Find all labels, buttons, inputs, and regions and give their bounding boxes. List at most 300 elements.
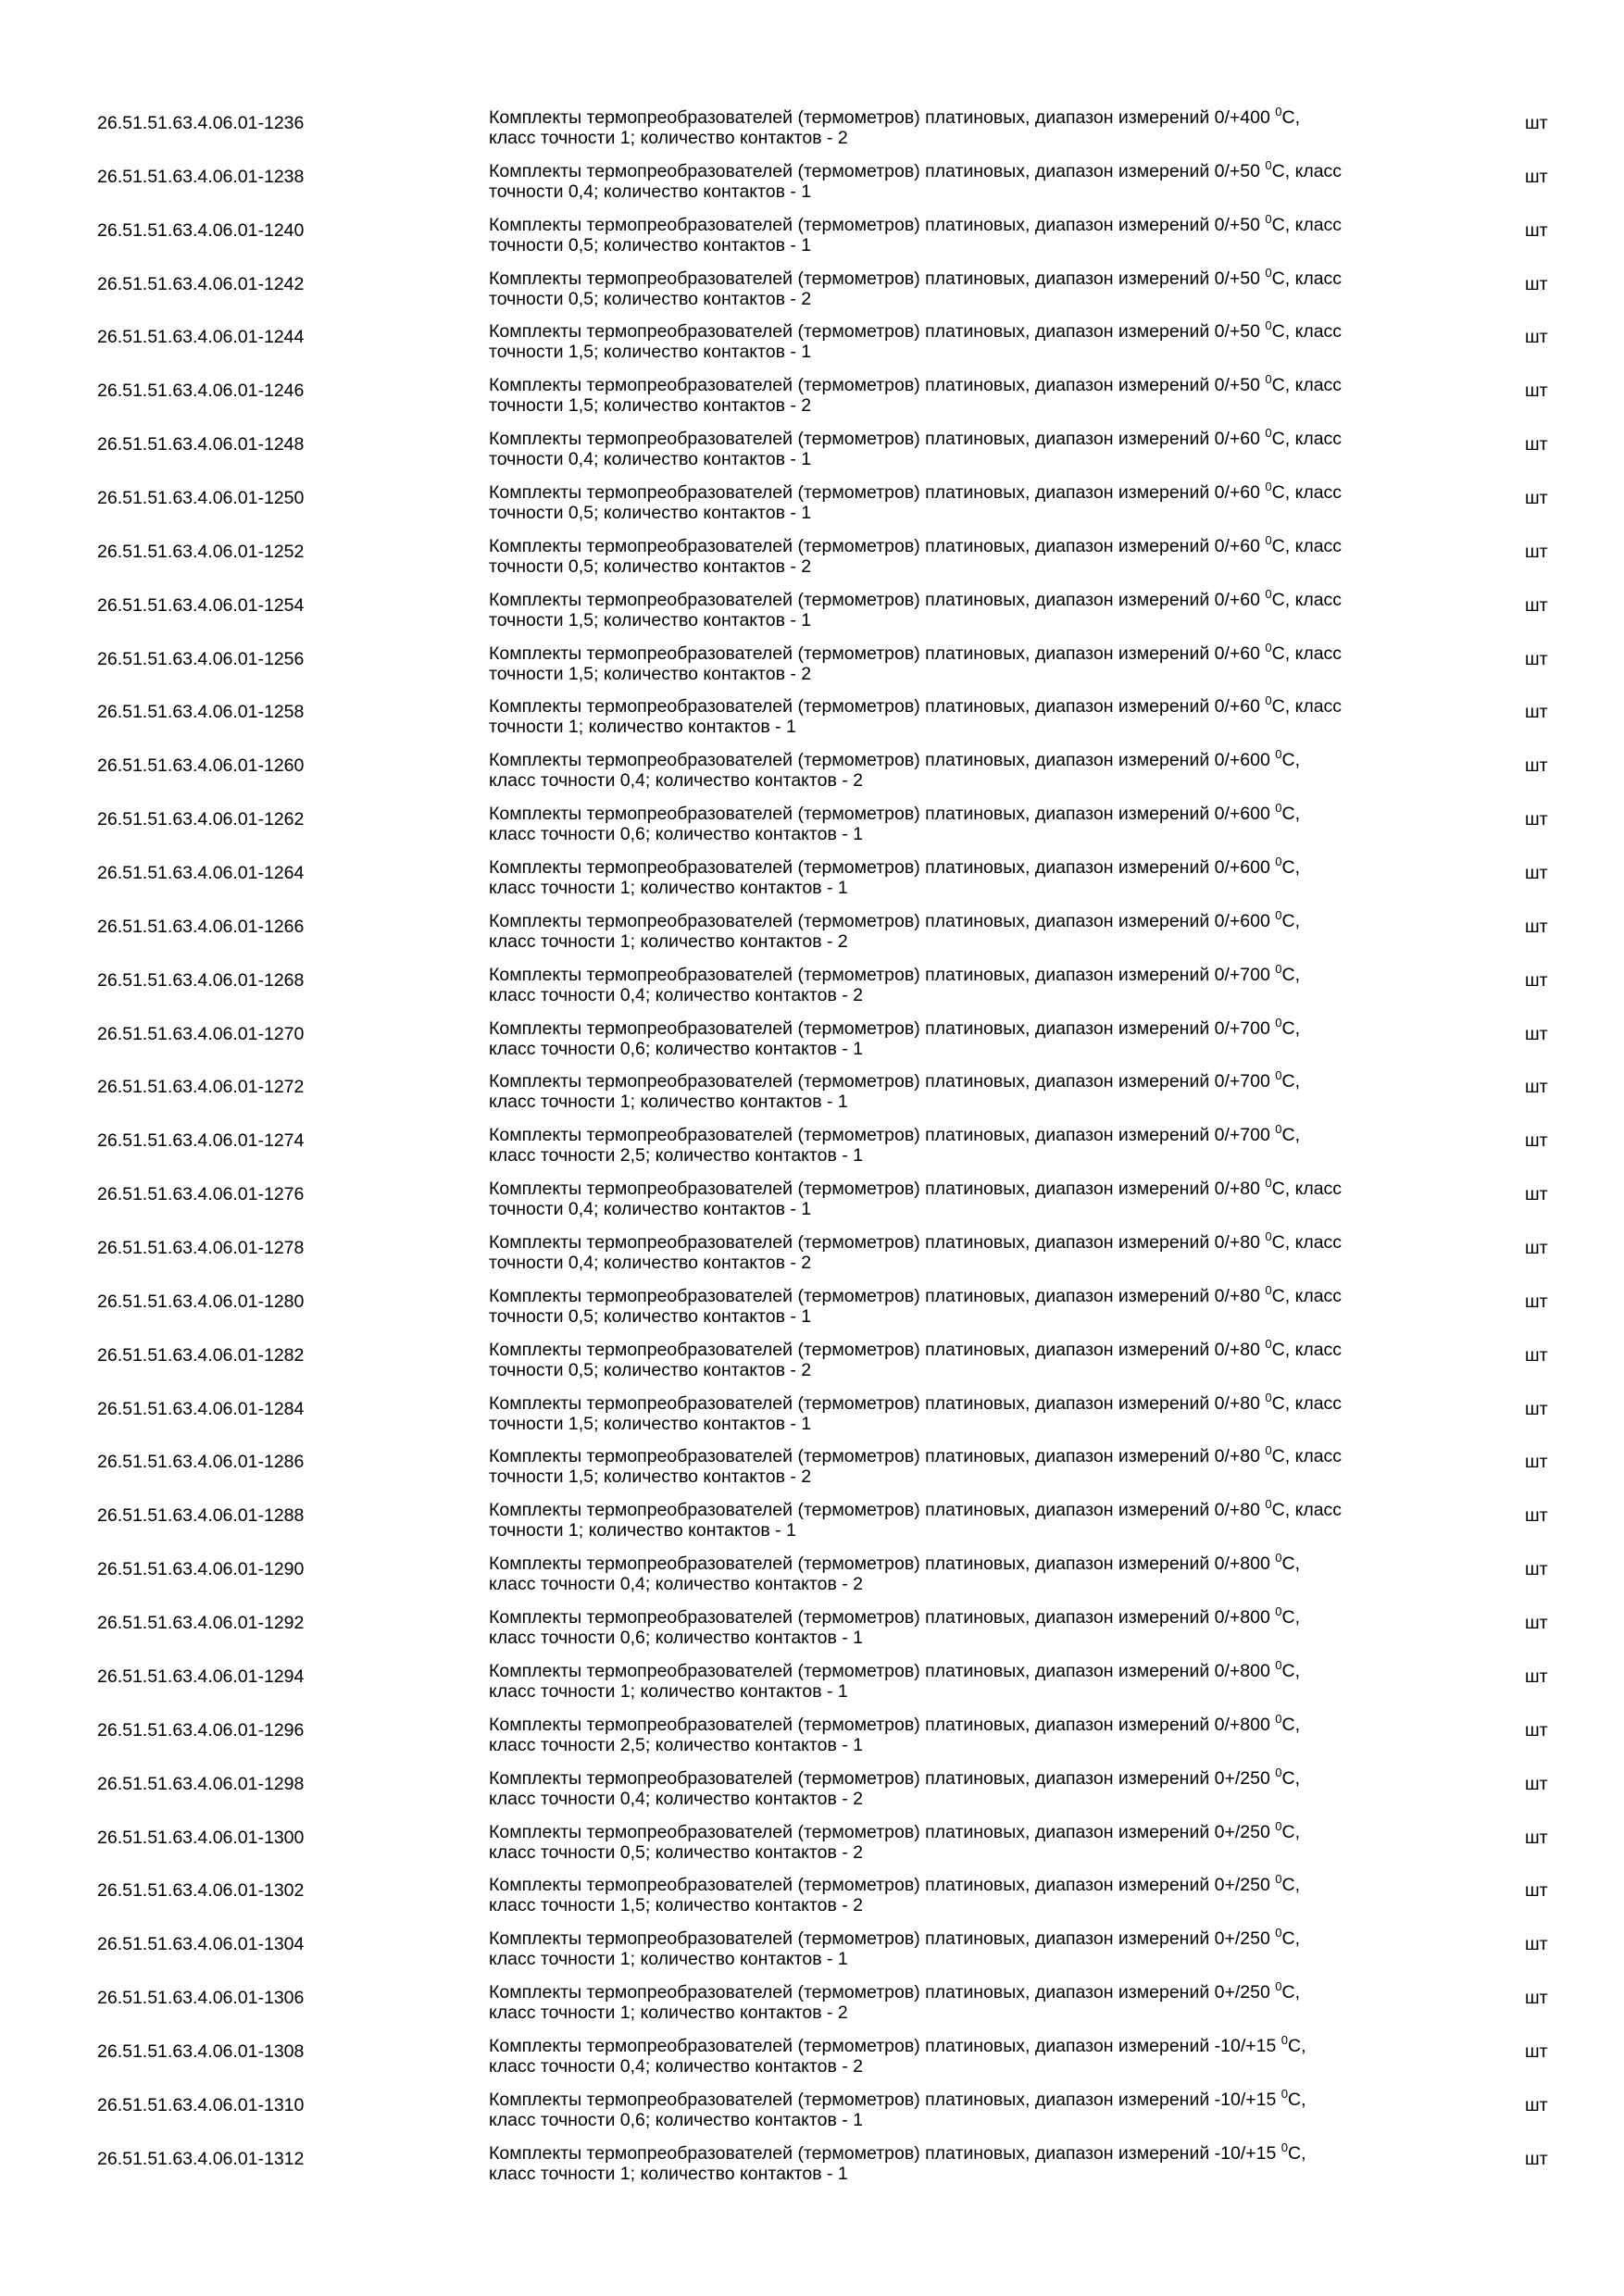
description-text: Комплекты термопреобразователей (термометров) платиновых, диапазон измерений 0+/250 xyxy=(489,1821,1276,1842)
table-row xyxy=(0,846,1624,900)
degree-superscript: 0 xyxy=(1265,1390,1272,1404)
item-description xyxy=(489,1438,1489,1490)
description-unit-text: С, xyxy=(1281,1821,1300,1842)
description-line-2: класс точности 1; количество контактов - 1 xyxy=(489,1680,848,1702)
table-row xyxy=(0,1435,1624,1489)
description-line-1 xyxy=(489,1438,1489,1467)
table-row xyxy=(0,739,1624,792)
item-code: 26.51.51.63.4.06.01-1256 xyxy=(97,648,305,669)
degree-superscript: 0 xyxy=(1265,1282,1272,1297)
item-unit: шт xyxy=(1525,1719,1548,1741)
description-text: Комплекты термопреобразователей (термометров) платиновых, диапазон измерений 0/+60 xyxy=(489,589,1266,610)
item-code: 26.51.51.63.4.06.01-1252 xyxy=(97,541,305,562)
item-unit: шт xyxy=(1525,1505,1548,1527)
table-row xyxy=(0,685,1624,739)
item-description xyxy=(489,420,1489,472)
description-unit-text: С, класс xyxy=(1271,160,1343,181)
description-line-1 xyxy=(489,420,1489,450)
item-code: 26.51.51.63.4.06.01-1286 xyxy=(97,1452,305,1473)
item-description xyxy=(489,1278,1489,1329)
item-unit: шт xyxy=(1525,1398,1548,1419)
table-row xyxy=(0,1167,1624,1221)
description-unit-text: С, xyxy=(1281,1714,1300,1735)
item-description xyxy=(489,1117,1489,1168)
item-code: 26.51.51.63.4.06.01-1244 xyxy=(97,327,305,348)
table-row xyxy=(0,632,1624,686)
item-code: 26.51.51.63.4.06.01-1264 xyxy=(97,863,305,884)
description-line-2: точности 0,5; количество контактов - 1 xyxy=(489,503,812,524)
item-unit: шт xyxy=(1525,1023,1548,1044)
degree-superscript: 0 xyxy=(1265,1176,1272,1191)
item-unit: шт xyxy=(1525,2148,1548,2169)
item-unit: шт xyxy=(1525,1773,1548,1794)
degree-superscript: 0 xyxy=(1275,1765,1282,1779)
description-line-1 xyxy=(489,367,1489,396)
description-text: Комплекты термопреобразователей (термометров) платиновых, диапазон измерений 0/+60 xyxy=(489,482,1266,504)
item-unit: шт xyxy=(1525,809,1548,830)
item-description xyxy=(489,1814,1489,1866)
item-description xyxy=(489,1331,1489,1383)
item-description xyxy=(489,635,1489,687)
item-description xyxy=(489,1866,1489,1918)
degree-superscript: 0 xyxy=(1265,372,1272,387)
description-line-1 xyxy=(489,742,1489,771)
degree-superscript: 0 xyxy=(1275,1872,1282,1887)
degree-superscript: 0 xyxy=(1265,1336,1272,1351)
table-row xyxy=(0,310,1624,364)
item-description xyxy=(489,260,1489,312)
description-unit-text: С, xyxy=(1281,1928,1300,1950)
degree-superscript: 0 xyxy=(1275,1551,1282,1566)
description-unit-text: С, класс xyxy=(1271,321,1343,343)
description-text: Комплекты термопреобразователей (термометров) платиновых, диапазон измерений 0/+80 xyxy=(489,1392,1266,1414)
table-row xyxy=(0,525,1624,579)
description-text: Комплекты термопреобразователей (термометров) платиновых, диапазон измерений 0/+60 xyxy=(489,643,1266,664)
description-line-1 xyxy=(489,1278,1489,1304)
item-unit: шт xyxy=(1525,1613,1548,1634)
degree-superscript: 0 xyxy=(1265,640,1272,655)
item-code: 26.51.51.63.4.06.01-1262 xyxy=(97,809,305,830)
item-description xyxy=(489,581,1489,633)
item-unit: шт xyxy=(1525,1452,1548,1473)
item-unit: шт xyxy=(1525,1559,1548,1580)
item-unit: шт xyxy=(1525,594,1548,616)
description-unit-text: С, xyxy=(1281,964,1300,985)
item-description xyxy=(489,2028,1489,2079)
degree-superscript: 0 xyxy=(1275,855,1282,869)
description-unit-text: С, xyxy=(1281,1660,1300,1681)
table-row xyxy=(0,364,1624,418)
item-unit: шт xyxy=(1525,648,1548,669)
description-line-1 xyxy=(489,1491,1489,1521)
description-text: Комплекты термопреобразователей (термометров) платиновых, диапазон измерений 0/+600 xyxy=(489,750,1276,771)
item-unit: шт xyxy=(1525,1827,1548,1848)
description-unit-text: С, xyxy=(1288,2142,1306,2164)
description-line-1 xyxy=(489,206,1489,235)
description-unit-text: С, класс xyxy=(1271,1392,1343,1414)
table-row xyxy=(0,96,1624,150)
degree-superscript: 0 xyxy=(1275,1818,1282,1833)
item-code: 26.51.51.63.4.06.01-1278 xyxy=(97,1238,305,1259)
degree-superscript: 0 xyxy=(1275,1068,1282,1083)
table-row xyxy=(0,900,1624,954)
description-unit-text: С, класс xyxy=(1271,1339,1343,1360)
degree-superscript: 0 xyxy=(1275,1711,1282,1726)
description-line-2: класс точности 1; количество контактов - 1 xyxy=(489,1092,848,1113)
description-unit-text: С, xyxy=(1281,750,1300,771)
degree-superscript: 0 xyxy=(1275,105,1282,119)
item-unit: шт xyxy=(1525,488,1548,509)
table-row xyxy=(0,1757,1624,1811)
description-text: Комплекты термопреобразователей (термометров) платиновых, диапазон измерений -10/+15 xyxy=(489,2035,1281,2056)
table-row xyxy=(0,1596,1624,1650)
description-line-1 xyxy=(489,635,1489,664)
description-unit-text: С, класс xyxy=(1271,643,1343,664)
item-description xyxy=(489,688,1489,740)
table-row xyxy=(0,579,1624,632)
description-line-1 xyxy=(489,153,1489,179)
description-line-2: класс точности 0,6; количество контактов - 1 xyxy=(489,824,864,845)
table-row xyxy=(0,2132,1624,2186)
description-unit-text: С, xyxy=(1281,804,1300,825)
description-unit-text: С, класс xyxy=(1271,1500,1343,1521)
description-line-2: класс точности 1,5; количество контактов - 2 xyxy=(489,1895,864,1916)
item-description xyxy=(489,849,1489,901)
description-text: Комплекты термопреобразователей (термометров) платиновых, диапазон измерений 0/+800 xyxy=(489,1714,1276,1735)
description-line-2: класс точности 0,6; количество контактов - 1 xyxy=(489,1628,864,1649)
description-line-1 xyxy=(489,1814,1489,1840)
description-line-2: точности 0,4; количество контактов - 1 xyxy=(489,449,812,470)
item-code: 26.51.51.63.4.06.01-1260 xyxy=(97,755,305,777)
table-row xyxy=(0,1060,1624,1114)
description-line-1 xyxy=(489,99,1489,128)
description-unit-text: С, xyxy=(1281,1982,1300,2003)
item-unit: шт xyxy=(1525,434,1548,455)
item-description xyxy=(489,1224,1489,1276)
description-line-2: точности 1,5; количество контактов - 2 xyxy=(489,663,812,684)
item-description xyxy=(489,2081,1489,2133)
description-unit-text: С, xyxy=(1281,1017,1300,1039)
description-line-1 xyxy=(489,849,1489,879)
description-unit-text: С, xyxy=(1281,1767,1300,1789)
description-unit-text: С, класс xyxy=(1271,696,1343,718)
description-line-1 xyxy=(489,1599,1489,1628)
degree-superscript: 0 xyxy=(1275,1926,1282,1940)
degree-superscript: 0 xyxy=(1265,211,1272,226)
item-code: 26.51.51.63.4.06.01-1282 xyxy=(97,1344,305,1366)
description-line-1 xyxy=(489,1866,1489,1896)
description-unit-text: С, класс xyxy=(1271,1285,1343,1306)
description-text: Комплекты термопреобразователей (термометров) платиновых, диапазон измерений 0/+50 xyxy=(489,321,1266,343)
degree-superscript: 0 xyxy=(1265,1497,1272,1512)
degree-superscript: 0 xyxy=(1275,907,1282,922)
item-code: 26.51.51.63.4.06.01-1238 xyxy=(97,166,305,187)
description-line-2: класс точности 1; количество контактов - 2 xyxy=(489,930,848,952)
description-line-1 xyxy=(489,1545,1489,1575)
item-unit: шт xyxy=(1525,1666,1548,1687)
description-unit-text: С, класс xyxy=(1271,214,1343,235)
description-line-1 xyxy=(489,1385,1489,1414)
item-code: 26.51.51.63.4.06.01-1246 xyxy=(97,381,305,402)
description-line-1 xyxy=(489,1706,1489,1735)
description-line-1 xyxy=(489,260,1489,289)
description-line-2: точности 0,5; количество контактов - 1 xyxy=(489,234,812,256)
description-text: Комплекты термопреобразователей (термометров) платиновых, диапазон измерений 0+/250 xyxy=(489,1982,1276,2003)
item-code: 26.51.51.63.4.06.01-1288 xyxy=(97,1505,305,1527)
item-unit: шт xyxy=(1525,1934,1548,1955)
item-unit: шт xyxy=(1525,113,1548,133)
item-code: 26.51.51.63.4.06.01-1272 xyxy=(97,1077,305,1098)
description-line-2: класс точности 1; количество контактов - 1 xyxy=(489,2163,848,2184)
description-line-2: класс точности 1; количество контактов - 1 xyxy=(489,1949,848,1970)
table-row xyxy=(0,2025,1624,2078)
item-unit: шт xyxy=(1525,916,1548,937)
description-line-1 xyxy=(489,903,1489,929)
description-unit-text: С, класс xyxy=(1271,429,1343,450)
table-row xyxy=(0,1221,1624,1275)
description-text: Комплекты термопреобразователей (термометров) платиновых, диапазон измерений 0/+400 xyxy=(489,107,1276,128)
item-description xyxy=(489,1063,1489,1115)
description-line-2: класс точности 0,4; количество контактов - 2 xyxy=(489,1574,864,1595)
description-text: Комплекты термопреобразователей (термометров) платиновых, диапазон измерений 0/+50 xyxy=(489,160,1266,181)
description-line-1 xyxy=(489,1170,1489,1200)
description-line-2: точности 0,5; количество контактов - 2 xyxy=(489,1359,812,1380)
degree-superscript: 0 xyxy=(1280,2086,1288,2101)
item-code: 26.51.51.63.4.06.01-1300 xyxy=(97,1827,305,1848)
item-code: 26.51.51.63.4.06.01-1254 xyxy=(97,594,305,616)
degree-superscript: 0 xyxy=(1275,961,1282,976)
item-description xyxy=(489,1599,1489,1651)
description-text: Комплекты термопреобразователей (термометров) платиновых, диапазон измерений 0/+700 xyxy=(489,964,1276,985)
item-code: 26.51.51.63.4.06.01-1280 xyxy=(97,1291,305,1312)
description-line-1 xyxy=(489,1010,1489,1039)
item-code: 26.51.51.63.4.06.01-1308 xyxy=(97,2040,305,2062)
description-line-2: класс точности 0,4; количество контактов - 2 xyxy=(489,1788,864,1809)
item-unit: шт xyxy=(1525,273,1548,294)
table-row xyxy=(0,1007,1624,1061)
description-text: Комплекты термопреобразователей (термометров) платиновых, диапазон измерений 0/+600 xyxy=(489,910,1276,931)
item-code: 26.51.51.63.4.06.01-1284 xyxy=(97,1398,305,1419)
description-line-2: класс точности 0,4; количество контактов - 2 xyxy=(489,770,864,792)
table-row xyxy=(0,792,1624,846)
item-description xyxy=(489,1491,1489,1543)
table-row xyxy=(0,1329,1624,1382)
description-line-2: класс точности 2,5; количество контактов - 1 xyxy=(489,1734,864,1755)
item-description xyxy=(489,528,1489,580)
description-line-1 xyxy=(489,688,1489,718)
item-unit: шт xyxy=(1525,755,1548,777)
item-unit: шт xyxy=(1525,1988,1548,2009)
description-text: Комплекты термопреобразователей (термометров) платиновых, диапазон измерений 0/+50 xyxy=(489,214,1266,235)
item-code: 26.51.51.63.4.06.01-1310 xyxy=(97,2094,305,2115)
item-description xyxy=(489,1706,1489,1758)
description-line-2: точности 0,4; количество контактов - 1 xyxy=(489,181,812,202)
item-unit: шт xyxy=(1525,1130,1548,1152)
item-description xyxy=(489,474,1489,526)
description-text: Комплекты термопреобразователей (термометров) платиновых, диапазон измерений 0/+80 xyxy=(489,1446,1266,1467)
degree-superscript: 0 xyxy=(1275,801,1282,816)
description-unit-text: С, xyxy=(1281,1607,1300,1628)
degree-superscript: 0 xyxy=(1265,1443,1272,1458)
description-text: Комплекты термопреобразователей (термометров) платиновых, диапазон измерений 0+/250 xyxy=(489,1767,1276,1789)
item-unit: шт xyxy=(1525,166,1548,187)
description-line-2: класс точности 0,5; количество контактов - 2 xyxy=(489,1841,864,1863)
description-line-2: точности 1; количество контактов - 1 xyxy=(489,1520,796,1541)
degree-superscript: 0 xyxy=(1265,532,1272,547)
table-row xyxy=(0,1489,1624,1542)
item-code: 26.51.51.63.4.06.01-1276 xyxy=(97,1184,305,1205)
item-code: 26.51.51.63.4.06.01-1292 xyxy=(97,1613,305,1634)
table-row xyxy=(0,471,1624,525)
description-line-2: точности 0,5; количество контактов - 2 xyxy=(489,555,812,577)
table-row xyxy=(0,1275,1624,1329)
description-line-2: класс точности 1; количество контактов - 2 xyxy=(489,128,848,148)
table-row xyxy=(0,1971,1624,2025)
description-unit-text: С, xyxy=(1281,1125,1300,1146)
description-text: Комплекты термопреобразователей (термометров) платиновых, диапазон измерений 0/+800 xyxy=(489,1554,1276,1575)
item-description xyxy=(489,903,1489,955)
item-unit: шт xyxy=(1525,969,1548,991)
item-unit: шт xyxy=(1525,1238,1548,1259)
degree-superscript: 0 xyxy=(1265,265,1272,280)
table-row xyxy=(0,954,1624,1007)
table-row xyxy=(0,2078,1624,2132)
degree-superscript: 0 xyxy=(1275,1015,1282,1029)
description-unit-text: С, xyxy=(1288,2089,1306,2110)
description-unit-text: С, класс xyxy=(1271,1179,1343,1200)
item-code: 26.51.51.63.4.06.01-1274 xyxy=(97,1130,305,1152)
description-text: Комплекты термопреобразователей (термометров) платиновых, диапазон измерений 0+/250 xyxy=(489,1928,1276,1950)
description-unit-text: С, xyxy=(1281,910,1300,931)
description-unit-text: С, xyxy=(1281,1071,1300,1092)
description-line-2: класс точности 0,6; количество контактов - 1 xyxy=(489,1038,864,1059)
item-description xyxy=(489,1974,1489,2026)
description-text: Комплекты термопреобразователей (термометров) платиновых, диапазон измерений 0/+700 xyxy=(489,1017,1276,1039)
description-line-2: класс точности 1; количество контактов - 2 xyxy=(489,2003,848,2024)
description-unit-text: С, класс xyxy=(1271,535,1343,556)
degree-superscript: 0 xyxy=(1280,2032,1288,2047)
item-description xyxy=(489,206,1489,258)
description-line-2: точности 0,4; количество контактов - 2 xyxy=(489,1253,812,1274)
item-description xyxy=(489,956,1489,1008)
description-unit-text: С, класс xyxy=(1271,1446,1343,1467)
item-description xyxy=(489,313,1489,365)
degree-superscript: 0 xyxy=(1265,318,1272,333)
degree-superscript: 0 xyxy=(1275,747,1282,762)
item-description xyxy=(489,1010,1489,1062)
item-description xyxy=(489,1920,1489,1972)
degree-superscript: 0 xyxy=(1275,1122,1282,1137)
table-row xyxy=(0,1542,1624,1596)
description-unit-text: С, xyxy=(1281,857,1300,879)
item-description xyxy=(489,99,1489,151)
item-unit: шт xyxy=(1525,1077,1548,1098)
description-line-2: класс точности 0,6; количество контактов - 1 xyxy=(489,2109,864,2130)
description-line-2: точности 1,5; количество контактов - 1 xyxy=(489,342,812,363)
item-code: 26.51.51.63.4.06.01-1242 xyxy=(97,273,305,294)
description-line-1 xyxy=(489,1920,1489,1950)
item-unit: шт xyxy=(1525,702,1548,723)
description-line-1 xyxy=(489,474,1489,504)
degree-superscript: 0 xyxy=(1265,426,1272,441)
item-code: 26.51.51.63.4.06.01-1306 xyxy=(97,1988,305,2009)
description-line-2: класс точности 0,4; количество контактов - 2 xyxy=(489,984,864,1005)
description-line-2: точности 0,5; количество контактов - 1 xyxy=(489,1305,812,1327)
description-line-1 xyxy=(489,2028,1489,2056)
description-text: Комплекты термопреобразователей (термометров) платиновых, диапазон измерений 0/+80 xyxy=(489,1285,1266,1306)
item-code: 26.51.51.63.4.06.01-1250 xyxy=(97,488,305,509)
item-description xyxy=(489,795,1489,847)
item-unit: шт xyxy=(1525,541,1548,562)
item-unit: шт xyxy=(1525,381,1548,402)
description-line-2: точности 1,5; количество контактов - 2 xyxy=(489,395,812,417)
degree-superscript: 0 xyxy=(1275,1657,1282,1672)
degree-superscript: 0 xyxy=(1265,157,1272,172)
description-line-1 xyxy=(489,1117,1489,1146)
item-code: 26.51.51.63.4.06.01-1304 xyxy=(97,1934,305,1955)
table-row xyxy=(0,204,1624,257)
description-line-1 xyxy=(489,2135,1489,2164)
description-unit-text: С, xyxy=(1281,107,1300,128)
description-text: Комплекты термопреобразователей (термометров) платиновых, диапазон измерений 0/+80 xyxy=(489,1339,1266,1360)
description-line-2: точности 0,4; количество контактов - 1 xyxy=(489,1199,812,1220)
item-description xyxy=(489,1653,1489,1704)
description-line-2: точности 1,5; количество контактов - 1 xyxy=(489,609,812,630)
description-unit-text: С, xyxy=(1281,1875,1300,1896)
item-code: 26.51.51.63.4.06.01-1290 xyxy=(97,1559,305,1580)
description-text: Комплекты термопреобразователей (термометров) платиновых, диапазон измерений 0/+800 xyxy=(489,1660,1276,1681)
item-unit: шт xyxy=(1525,1880,1548,1902)
description-text: Комплекты термопреобразователей (термометров) платиновых, диапазон измерений 0/+50 xyxy=(489,268,1266,289)
item-unit: шт xyxy=(1525,2094,1548,2115)
description-text: Комплекты термопреобразователей (термометров) платиновых, диапазон измерений 0/+60 xyxy=(489,696,1266,718)
description-text: Комплекты термопреобразователей (термометров) платиновых, диапазон измерений 0/+700 xyxy=(489,1125,1276,1146)
description-text: Комплекты термопреобразователей (термометров) платиновых, диапазон измерений 0/+80 xyxy=(489,1232,1266,1254)
table-row xyxy=(0,1703,1624,1757)
description-line-1 xyxy=(489,2081,1489,2110)
description-unit-text: С, xyxy=(1288,2035,1306,2056)
item-unit: шт xyxy=(1525,219,1548,241)
description-text: Комплекты термопреобразователей (термометров) платиновых, диапазон измерений 0/+80 xyxy=(489,1500,1266,1521)
description-line-1 xyxy=(489,1974,1489,2003)
degree-superscript: 0 xyxy=(1265,480,1272,494)
degree-superscript: 0 xyxy=(1280,2140,1288,2154)
item-unit: шт xyxy=(1525,1291,1548,1312)
description-line-2: точности 1,5; количество контактов - 1 xyxy=(489,1413,812,1434)
item-code: 26.51.51.63.4.06.01-1236 xyxy=(97,113,305,133)
description-unit-text: С, класс xyxy=(1271,589,1343,610)
description-line-2: точности 1; количество контактов - 1 xyxy=(489,717,796,738)
description-text: Комплекты термопреобразователей (термометров) платиновых, диапазон измерений 0/+80 xyxy=(489,1179,1266,1200)
table-row xyxy=(0,418,1624,471)
degree-superscript: 0 xyxy=(1265,1229,1272,1244)
description-unit-text: С, класс xyxy=(1271,268,1343,289)
item-code: 26.51.51.63.4.06.01-1270 xyxy=(97,1023,305,1044)
item-code: 26.51.51.63.4.06.01-1298 xyxy=(97,1773,305,1794)
item-unit: шт xyxy=(1525,1344,1548,1366)
description-text: Комплекты термопреобразователей (термометров) платиновых, диапазон измерений -10/+15 xyxy=(489,2089,1281,2110)
item-description xyxy=(489,1385,1489,1437)
description-text: Комплекты термопреобразователей (термометров) платиновых, диапазон измерений 0/+700 xyxy=(489,1071,1276,1092)
degree-superscript: 0 xyxy=(1265,586,1272,601)
description-line-2: точности 1,5; количество контактов - 2 xyxy=(489,1466,812,1488)
item-unit: шт xyxy=(1525,2040,1548,2062)
table-row xyxy=(0,1811,1624,1865)
item-code: 26.51.51.63.4.06.01-1258 xyxy=(97,702,305,723)
description-line-1 xyxy=(489,1063,1489,1092)
price-table xyxy=(0,96,1624,2186)
item-unit: шт xyxy=(1525,1184,1548,1205)
